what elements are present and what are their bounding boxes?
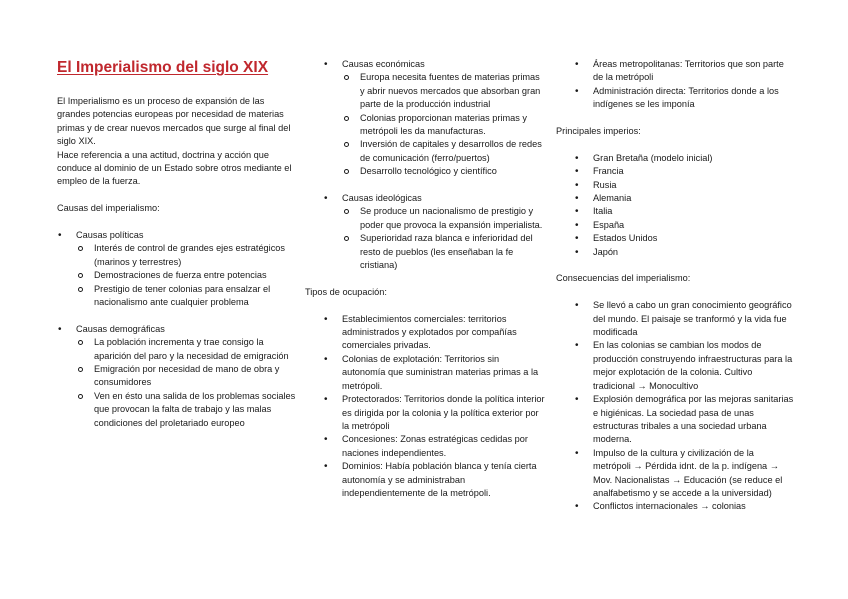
list-item: • Protectorados: Territorios donde la política interior es dirigida por la colonia y la política exterior por la metrópoli xyxy=(305,393,545,433)
list-item: • Japón xyxy=(556,246,794,259)
occupation-list xyxy=(305,313,545,501)
political-label: Causas políticas xyxy=(76,230,144,241)
list-item: Emigración por necesidad de mano de obra y consumidores xyxy=(76,363,297,390)
page-title: El Imperialismo del siglo XIX xyxy=(57,59,269,76)
list-item: • Alemania xyxy=(556,192,794,205)
list-item: • España xyxy=(556,219,794,232)
list-item: • Administración directa: Territorios donde a los indígenes se les imponía xyxy=(556,85,794,112)
list-item: • Estados Unidos xyxy=(556,232,794,245)
list-item: • Italia xyxy=(556,205,794,218)
intro-paragraph-2: Hace referencia a una actitud, doctrina y acción que conduce al dominio de un Estado sobre otros mediante el empleo de la fuerza. xyxy=(57,149,292,187)
list-item: Se produce un nacionalismo de prestigio y poder que provoca la expansión imperialista. xyxy=(342,205,545,232)
list-item xyxy=(305,58,545,179)
list-item: Inversión de capitales y desarrollos de redes de comunicación (ferro/puertos) xyxy=(342,138,545,165)
list-item: • Francia xyxy=(556,165,794,178)
list-item: Superioridad raza blanca e inferioridad del resto de pueblos (les enseñaban la fe cristiana) xyxy=(342,232,545,272)
list-item: Desarrollo tecnológico y científico xyxy=(342,165,545,178)
causes-list-ideological xyxy=(305,192,545,272)
economic-items xyxy=(342,71,545,178)
causes-list-political xyxy=(39,229,297,309)
causes-list-demographic xyxy=(39,323,297,430)
list-item: • Establecimientos comerciales: territorios administrados y explotados por compañías comerciales privadas. xyxy=(305,313,545,353)
demographic-items xyxy=(76,336,297,430)
column-2 xyxy=(305,58,545,500)
column-1 xyxy=(57,95,297,430)
causes-heading: Causas del imperialismo: xyxy=(57,203,160,214)
list-item: • Impulso de la cultura y civilización de la metrópoli → Pérdida idnt. de la p. indígena → Mov. Nacionalistas → Educación (se reduce el analfabetismo y se accede a la universidad) xyxy=(556,447,794,501)
list-item: • Se llevó a cabo un gran conocimiento geográfico del mundo. El paisaje se tranformó y la vida fue modificada xyxy=(556,299,794,339)
occupation-heading: Tipos de ocupación: xyxy=(305,286,387,297)
list-item xyxy=(305,192,545,272)
list-item: • Dominios: Había población blanca y tenía cierta autonomía y se administraban independientemente de la metrópoli. xyxy=(305,460,545,500)
consequences-heading: Consecuencias del imperialismo: xyxy=(556,273,691,284)
list-item: • Colonias de explotación: Territorios sin autonomía que suministran materias primas a la metrópoli. xyxy=(305,353,545,393)
list-item: • Explosión demográfica por las mejoras sanitarias e higiénicas. La sociedad pasa de unas estructuras tribales a una sociedad urbana moderna. xyxy=(556,393,794,447)
causes-list-economic xyxy=(305,58,545,179)
list-item xyxy=(39,323,297,430)
list-item: • Áreas metropolitanas: Territorios que son parte de la metrópoli xyxy=(556,58,794,85)
demographic-label: Causas demográficas xyxy=(76,323,165,334)
list-item: Ven en ésto una salida de los problemas sociales que provocan la falta de trabajo y las malas condiciones del proletariado europeo xyxy=(76,390,297,430)
list-item: Colonias proporcionan materias primas y metrópoli les da manufacturas. xyxy=(342,112,545,139)
list-item: Demostraciones de fuerza entre potencias xyxy=(76,269,297,282)
ideological-items xyxy=(342,205,545,272)
intro-paragraph-1: El Imperialismo es un proceso de expansión de las grandes potencias europeas por necesidad de materias primas y de crear nuevos mercados que surge al final del siglo XIX. xyxy=(57,96,291,147)
economic-label: Causas económicas xyxy=(342,59,425,69)
empires-list xyxy=(556,152,794,259)
empires-heading: Principales imperios: xyxy=(556,126,641,137)
list-item: Europa necesita fuentes de materias primas y abrir nuevos mercados que absorban gran parte de la producción industrial xyxy=(342,71,545,111)
list-item: • En las colonias se cambian los modos de producción construyendo infraestructuras para la mejor explotación de la colonia. Cultivo tradicional → Monocultivo xyxy=(556,339,794,393)
list-item: Interés de control de grandes ejes estratégicos (marinos y terrestres) xyxy=(76,242,297,269)
column-3 xyxy=(556,58,794,514)
list-item: La población incrementa y trae consigo la aparición del paro y la necesidad de emigración xyxy=(76,336,297,363)
list-item: Prestigio de tener colonias para ensalzar el nacionalismo ante cualquier problema xyxy=(76,283,297,310)
list-item: • Gran Bretaña (modelo inicial) xyxy=(556,152,794,165)
occupation-list-continued xyxy=(556,58,794,112)
ideological-label: Causas ideológicas xyxy=(342,193,422,204)
political-items xyxy=(76,242,297,309)
list-item: • Conflictos internacionales → colonias xyxy=(556,500,794,513)
consequences-list xyxy=(556,299,794,514)
list-item xyxy=(39,229,297,309)
list-item: • Rusia xyxy=(556,179,794,192)
list-item: • Concesiones: Zonas estratégicas cedidas por naciones independientes. xyxy=(305,433,545,460)
